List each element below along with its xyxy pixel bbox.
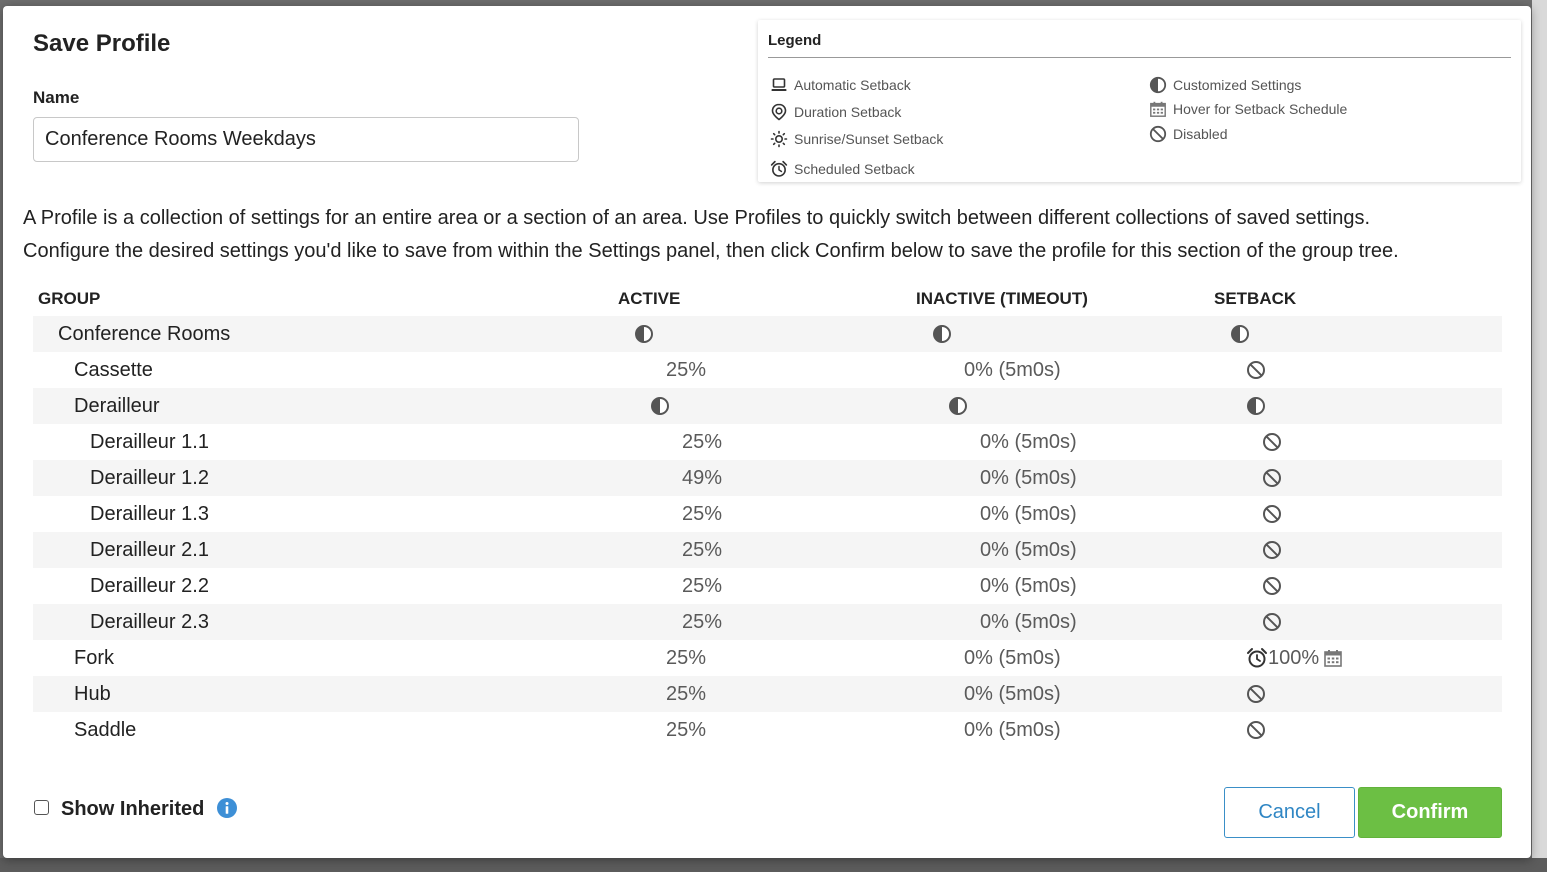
- header-group: GROUP: [38, 289, 101, 308]
- setback-cell: [1262, 568, 1282, 604]
- name-label: Name: [33, 88, 80, 107]
- group-name: Derailleur 1.1: [90, 430, 209, 453]
- half-circle-icon: [1230, 324, 1250, 344]
- profile-name-input[interactable]: [33, 117, 579, 162]
- group-name: Derailleur 2.3: [90, 610, 209, 633]
- active-cell: [650, 388, 670, 424]
- half-circle-icon: [1246, 396, 1266, 416]
- table-row[interactable]: [33, 352, 1502, 388]
- save-profile-dialog: [3, 6, 1531, 858]
- inactive-value: 0% (5m0s): [980, 430, 1077, 453]
- profile-settings-table: [33, 282, 1502, 748]
- table-row[interactable]: [33, 568, 1502, 604]
- group-name: Derailleur 2.2: [90, 574, 209, 597]
- setback-cell: [1246, 712, 1266, 748]
- active-cell: [666, 676, 706, 712]
- info-icon[interactable]: [217, 798, 237, 818]
- inactive-cell: [964, 712, 1061, 748]
- legend-item-label: Sunrise/Sunset Setback: [794, 131, 944, 147]
- inactive-value: 0% (5m0s): [964, 682, 1061, 705]
- active-cell: [666, 640, 706, 676]
- setback-cell: [1262, 532, 1282, 568]
- setback-value: 100%: [1268, 646, 1320, 669]
- active-cell: [682, 496, 722, 532]
- legend-item: [770, 103, 901, 121]
- active-cell: [682, 424, 722, 460]
- table-row[interactable]: [33, 640, 1502, 676]
- backdrop-right: [1532, 0, 1547, 872]
- inactive-cell: [948, 388, 968, 424]
- active-value: 25%: [666, 718, 707, 741]
- inactive-value: 0% (5m0s): [980, 574, 1077, 597]
- legend-item: [770, 76, 911, 94]
- show-inherited-label[interactable]: Show Inherited: [61, 798, 205, 820]
- setback-cell: [1246, 352, 1266, 388]
- legend-item-label: Hover for Setback Schedule: [1173, 101, 1348, 117]
- legend-item-label: Disabled: [1173, 126, 1228, 142]
- sun-icon: [770, 130, 788, 148]
- disabled-icon: [1262, 540, 1282, 560]
- disabled-icon: [1262, 468, 1282, 488]
- group-name: Derailleur 2.1: [90, 538, 209, 561]
- half-circle-icon: [650, 396, 670, 416]
- group-name: Derailleur 1.3: [90, 502, 209, 525]
- table-header: [33, 282, 1502, 316]
- table-row[interactable]: [33, 316, 1502, 352]
- header-active: ACTIVE: [618, 289, 681, 308]
- inactive-cell: [964, 640, 1061, 676]
- cancel-button[interactable]: Cancel: [1224, 787, 1355, 838]
- legend-item: [770, 130, 943, 148]
- legend-item-label: Automatic Setback: [794, 77, 911, 93]
- active-value: 25%: [682, 430, 723, 453]
- active-cell: [634, 316, 654, 352]
- table-row[interactable]: [33, 424, 1502, 460]
- inactive-cell: [980, 532, 1077, 568]
- backdrop-bottom: [0, 858, 1547, 872]
- table-row[interactable]: [33, 496, 1502, 532]
- legend-item: [1149, 100, 1347, 118]
- inactive-cell: [980, 424, 1077, 460]
- show-inherited-checkbox[interactable]: [34, 800, 49, 815]
- alarm-clock-icon: [1246, 647, 1268, 669]
- inactive-cell: [964, 676, 1061, 712]
- legend-item: [1149, 76, 1301, 94]
- inactive-value: 0% (5m0s): [964, 718, 1061, 741]
- legend-item-label: Scheduled Setback: [794, 161, 915, 177]
- active-value: 49%: [682, 466, 723, 489]
- half-circle-icon: [948, 396, 968, 416]
- inactive-value: 0% (5m0s): [964, 646, 1061, 669]
- legend-item: [770, 160, 915, 178]
- active-value: 25%: [682, 610, 723, 633]
- group-name: Derailleur 1.2: [90, 466, 209, 489]
- confirm-button[interactable]: Confirm: [1358, 787, 1502, 838]
- table-row[interactable]: [33, 460, 1502, 496]
- calendar-icon[interactable]: [1323, 648, 1343, 668]
- table-row[interactable]: [33, 532, 1502, 568]
- setback-cell: [1262, 460, 1282, 496]
- active-cell: [682, 568, 722, 604]
- active-value: 25%: [682, 574, 723, 597]
- disabled-icon: [1262, 576, 1282, 596]
- alarm-clock-icon: [770, 160, 788, 178]
- inactive-value: 0% (5m0s): [980, 610, 1077, 633]
- group-name: Conference Rooms: [58, 322, 231, 345]
- legend-panel: [758, 20, 1521, 182]
- active-cell: [666, 712, 706, 748]
- active-value: 25%: [666, 682, 707, 705]
- setback-cell: [1262, 604, 1282, 640]
- setback-cell: [1246, 388, 1266, 424]
- disabled-icon: [1262, 612, 1282, 632]
- inactive-value: 0% (5m0s): [964, 358, 1061, 381]
- active-value: 25%: [682, 502, 723, 525]
- inactive-cell: [964, 352, 1061, 388]
- inactive-cell: [980, 496, 1077, 532]
- table-row[interactable]: [33, 676, 1502, 712]
- group-name: Fork: [74, 646, 114, 669]
- table-row[interactable]: [33, 388, 1502, 424]
- disabled-icon: [1246, 720, 1266, 740]
- active-cell: [666, 352, 706, 388]
- half-circle-icon: [634, 324, 654, 344]
- table-row[interactable]: [33, 712, 1502, 748]
- profile-description: [23, 202, 1513, 268]
- half-circle-icon: [1149, 76, 1167, 94]
- legend-item-label: Duration Setback: [794, 104, 902, 120]
- laptop-icon: [770, 76, 788, 94]
- header-setback: SETBACK: [1214, 289, 1297, 308]
- legend-title: Legend: [768, 32, 822, 49]
- description-line-2: Configure the desired settings you'd like to save from within the Settings panel, then click Confirm below to save the profile for this section of the group tree.: [23, 240, 1399, 262]
- group-name: Derailleur: [74, 394, 160, 417]
- half-circle-icon: [932, 324, 952, 344]
- inactive-value: 0% (5m0s): [980, 538, 1077, 561]
- setback-cell: [1230, 316, 1250, 352]
- setback-cell: [1246, 640, 1343, 676]
- active-cell: [682, 460, 722, 496]
- description-line-1: A Profile is a collection of settings for an entire area or a section of an area. Use Profiles to quickly switch between different collections of saved settings.: [23, 207, 1371, 229]
- duration-icon: [770, 103, 788, 121]
- inactive-cell: [980, 460, 1077, 496]
- active-cell: [682, 532, 722, 568]
- setback-cell: [1246, 676, 1266, 712]
- calendar-icon: [1149, 100, 1167, 118]
- legend-item-label: Customized Settings: [1173, 77, 1302, 93]
- disabled-icon: [1149, 125, 1167, 143]
- inactive-cell: [980, 568, 1077, 604]
- disabled-icon: [1246, 360, 1266, 380]
- disabled-icon: [1246, 684, 1266, 704]
- legend-item: [1149, 125, 1227, 143]
- disabled-icon: [1262, 432, 1282, 452]
- setback-cell: [1262, 496, 1282, 532]
- active-value: 25%: [666, 358, 707, 381]
- inactive-value: 0% (5m0s): [980, 502, 1077, 525]
- active-value: 25%: [682, 538, 723, 561]
- inactive-value: 0% (5m0s): [980, 466, 1077, 489]
- group-name: Saddle: [74, 718, 137, 741]
- group-name: Cassette: [74, 358, 153, 381]
- group-name: Hub: [74, 682, 111, 705]
- active-cell: [682, 604, 722, 640]
- table-row[interactable]: [33, 604, 1502, 640]
- table-body: [33, 316, 1502, 748]
- active-value: 25%: [666, 646, 707, 669]
- header-inactive: INACTIVE (TIMEOUT): [916, 289, 1088, 308]
- dialog-title: Save Profile: [33, 30, 171, 57]
- inactive-cell: [932, 316, 952, 352]
- legend-divider: [768, 57, 1511, 58]
- setback-cell: [1262, 424, 1282, 460]
- inactive-cell: [980, 604, 1077, 640]
- disabled-icon: [1262, 504, 1282, 524]
